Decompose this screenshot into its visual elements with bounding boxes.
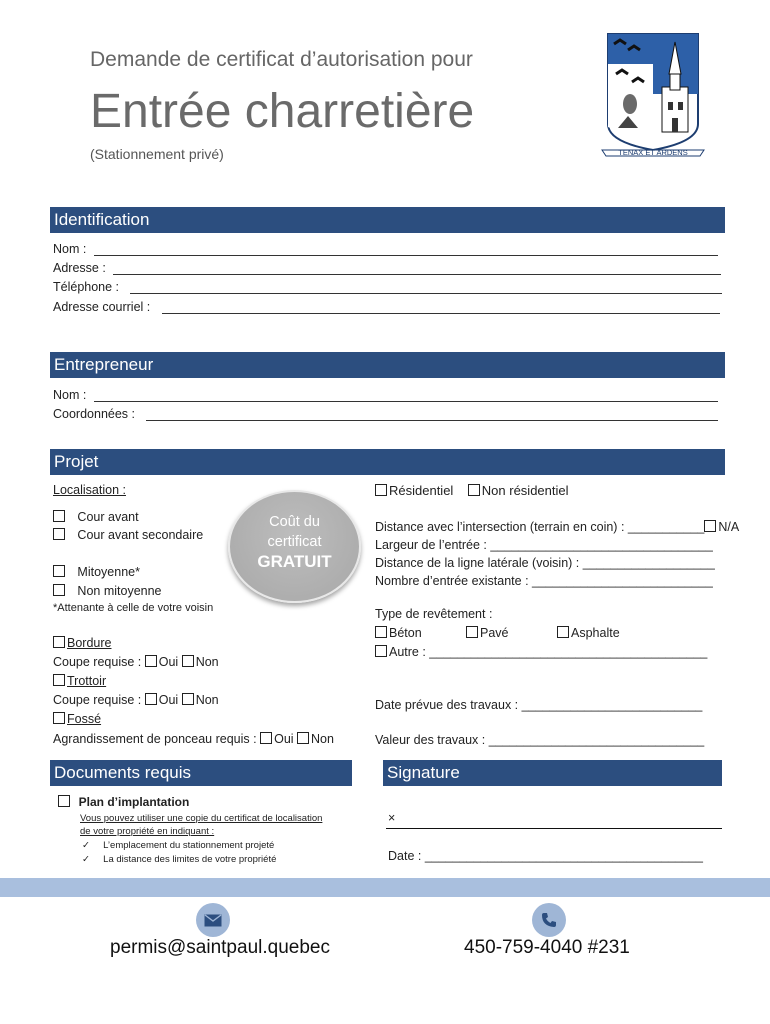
email-icon: [196, 903, 230, 937]
agrandissement-row: [53, 732, 334, 746]
non-mitoyenne-option[interactable]: [53, 584, 162, 598]
mitoyenne-label: Mitoyenne*: [77, 565, 140, 579]
cour-avant-label: Cour avant: [77, 510, 139, 524]
beton-checkbox[interactable]: [375, 626, 387, 638]
trottoir-label: Trottoir: [67, 674, 107, 688]
cour-avant-option[interactable]: [53, 510, 139, 524]
cost-badge: [228, 490, 361, 603]
check-icon: ✓: [82, 840, 90, 851]
ident-nom-label: Nom :: [53, 242, 87, 256]
entr-coord-field[interactable]: [146, 420, 718, 421]
trottoir-checkbox[interactable]: [53, 674, 65, 686]
nombre-label[interactable]: Nombre d’entrée existante : __________________________: [375, 574, 713, 588]
entr-coord-label: Coordonnées :: [53, 407, 136, 421]
ponceau-oui-checkbox[interactable]: [260, 732, 272, 744]
ident-adresse-label: Adresse :: [53, 261, 106, 275]
bordure-label: Bordure: [67, 636, 112, 650]
oui-label: Oui: [158, 693, 179, 707]
footer-band: [0, 878, 770, 897]
bordure-non-checkbox[interactable]: [182, 655, 194, 667]
oui-label: Oui: [274, 732, 294, 746]
non-residentiel-checkbox[interactable]: [468, 484, 480, 496]
fosse-checkbox[interactable]: [53, 712, 65, 724]
identification-heading: Identification: [50, 207, 725, 233]
signature-date-label[interactable]: Date : ________________________________________: [388, 849, 703, 863]
trottoir-oui-checkbox[interactable]: [145, 693, 157, 705]
date-prevue-label[interactable]: Date prévue des travaux : __________________________: [375, 698, 703, 712]
autre-checkbox[interactable]: [375, 645, 387, 657]
non-mitoyenne-checkbox[interactable]: [53, 584, 65, 596]
non-label: Non: [195, 655, 219, 669]
non-label: Non: [311, 732, 334, 746]
mitoyenne-checkbox[interactable]: [53, 565, 65, 577]
doc-note-line-2: [80, 826, 214, 837]
bordure-coupe-row: [53, 655, 219, 669]
trottoir-coupe-row: [53, 693, 219, 707]
mitoyenne-option[interactable]: [53, 565, 140, 579]
distance-ligne-label[interactable]: Distance de la ligne latérale (voisin) : ___________________: [375, 556, 715, 570]
cour-avant-sec-option[interactable]: [53, 528, 203, 542]
attenante-note: *Attenante à celle de votre voisin: [53, 602, 214, 614]
agrandissement-label: Agrandissement de ponceau requis :: [53, 732, 257, 746]
distance-inter-label[interactable]: Distance avec l’intersection (terrain en coin) : ___________: [375, 520, 705, 534]
asphalte-checkbox[interactable]: [557, 626, 569, 638]
fosse-label: Fossé: [67, 712, 102, 726]
doc-note-line-1: Vous pouvez utiliser une copie du certificat de localisation: [80, 813, 323, 824]
contact-phone[interactable]: 450-759-4040 #231: [464, 937, 630, 958]
pave-checkbox[interactable]: [466, 626, 478, 638]
valeur-label[interactable]: Valeur des travaux : _______________________________: [375, 733, 705, 747]
bordure-checkbox[interactable]: [53, 636, 65, 648]
plan-option[interactable]: [58, 795, 189, 809]
residentiel-label: Résidentiel: [389, 483, 454, 498]
trottoir-option[interactable]: [53, 674, 106, 688]
cour-avant-checkbox[interactable]: [53, 510, 65, 522]
bordure-oui-checkbox[interactable]: [145, 655, 157, 667]
ponceau-non-checkbox[interactable]: [297, 732, 309, 744]
ident-telephone-field[interactable]: [130, 293, 722, 294]
contact-email[interactable]: permis@saintpaul.quebec: [110, 937, 330, 958]
beton-option[interactable]: [375, 626, 422, 640]
plan-checkbox[interactable]: [58, 795, 70, 807]
asphalte-option[interactable]: [557, 626, 620, 640]
motto-text: TENAX ET ARDENS: [618, 148, 688, 157]
cost-line-2: certificat: [267, 534, 322, 550]
entr-nom-label: Nom :: [53, 388, 87, 402]
doc-item-1-text: L’emplacement du stationnement projeté: [103, 840, 275, 851]
na-label: N/A: [718, 520, 740, 534]
asphalte-label: Asphalte: [571, 626, 620, 640]
pave-option[interactable]: [466, 626, 509, 640]
type-usage-row: [375, 483, 569, 498]
non-mitoyenne-label: Non mitoyenne: [77, 584, 162, 598]
check-icon: ✓: [82, 854, 90, 865]
documents-heading: Documents requis: [50, 760, 352, 786]
cour-avant-sec-label: Cour avant secondaire: [77, 528, 204, 542]
projet-heading: Projet: [50, 449, 725, 475]
largeur-label[interactable]: Largeur de l’entrée : ________________________________: [375, 538, 713, 552]
cost-line-1: Coût du: [269, 514, 320, 530]
ident-nom-field[interactable]: [94, 255, 718, 256]
doc-item-2-text: La distance des limites de votre propriété: [103, 854, 277, 865]
fosse-option[interactable]: [53, 712, 101, 726]
ident-telephone-label: Téléphone :: [53, 280, 120, 294]
type-rev-label: Type de revêtement :: [375, 607, 493, 621]
residentiel-checkbox[interactable]: [375, 484, 387, 496]
entrepreneur-heading: Entrepreneur: [50, 352, 725, 378]
distance-inter-row: [375, 520, 739, 534]
plan-label: Plan d’implantation: [78, 795, 190, 809]
coat-of-arms-logo: [600, 32, 708, 164]
coupe-label: Coupe requise :: [53, 693, 142, 707]
ident-courriel-label: Adresse courriel :: [53, 300, 151, 314]
na-checkbox[interactable]: [704, 520, 716, 532]
form-title: Entrée charretière: [90, 85, 475, 138]
bordure-option[interactable]: [53, 636, 111, 650]
non-label: Non: [195, 693, 219, 707]
cost-line-3: GRATUIT: [257, 552, 332, 571]
coupe-label: Coupe requise :: [53, 655, 142, 669]
form-paren: (Stationnement privé): [90, 146, 224, 162]
signature-x: ×: [388, 811, 396, 825]
entr-nom-field[interactable]: [94, 401, 718, 402]
ident-courriel-field[interactable]: [162, 313, 720, 314]
ident-adresse-field[interactable]: [113, 274, 721, 275]
doc-item-1: [82, 840, 274, 851]
autre-label[interactable]: Autre : ________________________________________: [389, 645, 708, 659]
non-residentiel-label: Non résidentiel: [481, 483, 569, 498]
form-subtitle: Demande de certificat d’autorisation pour: [90, 48, 473, 71]
autre-option[interactable]: [375, 645, 707, 659]
signature-heading: Signature: [383, 760, 722, 786]
doc-note-line-2-text: de votre propriété en indiquant :: [80, 826, 215, 837]
pave-label: Pavé: [480, 626, 509, 640]
oui-label: Oui: [158, 655, 179, 669]
trottoir-non-checkbox[interactable]: [182, 693, 194, 705]
signature-field[interactable]: [386, 828, 722, 829]
doc-item-2: [82, 854, 276, 865]
localisation-label: Localisation :: [53, 483, 126, 497]
phone-icon: [532, 903, 566, 937]
beton-label: Béton: [389, 626, 422, 640]
cour-avant-sec-checkbox[interactable]: [53, 528, 65, 540]
